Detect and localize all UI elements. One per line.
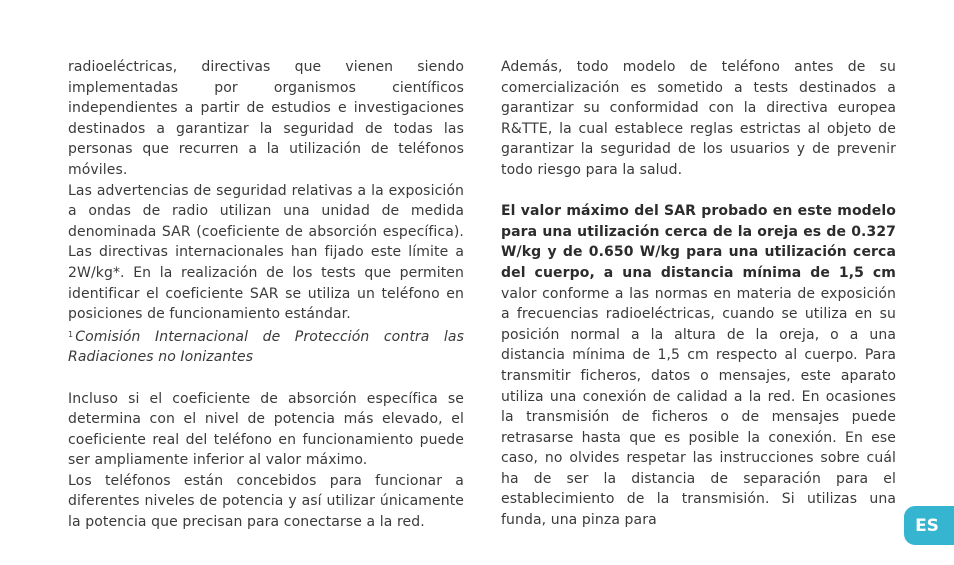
paragraph: Además, todo modelo de teléfono antes de su comercialización es sometido a tests destinados a garantizar su conformidad con la directiva europea R&TTE, la cual establece reglas estrictas al objeto de garantizar la seguridad de los usuarios y de prevenir todo riesgo para la salud. <box>501 59 896 178</box>
footnote <box>68 325 464 368</box>
left-column <box>68 57 464 533</box>
language-tab: ES <box>904 506 954 545</box>
paragraph-gap <box>501 181 896 202</box>
footnote-marker: 1 <box>68 329 74 339</box>
paragraph: radioeléctricas, directivas que vienen siendo implementadas por organismos científicos independientes a partir de estudios e investigaciones destinados a garantizar la seguridad de todas las personas que recurren a la utilización de teléfonos móviles. <box>68 59 464 178</box>
paragraph: Los teléfonos están concebidos para funcionar a diferentes niveles de potencia y así utilizar únicamente la potencia que precisan para conectarse a la red. <box>68 472 464 531</box>
paragraph: Incluso si el coeficiente de absorción específica se determina con el nivel de potencia más elevado, el coeficiente real del teléfono en funcionamiento puede ser ampliamente inferior al valor máximo. <box>68 390 464 469</box>
paragraph-gap <box>68 368 464 389</box>
paragraph-text: valor conforme a las normas en materia de exposición a frecuencias radioeléctricas, cuando se utiliza en su posición normal a la altura de la oreja, o a una distancia mínima de 1,5 cm respecto al cuerpo. Para transmitir ficheros, datos o mensajes, este aparato utiliza una conexión de calidad a la red. En ocasiones la transmisión de ficheros o de mensajes puede retrasarse hasta que es posible la conexión. En ese caso, no olvides respetar las instrucciones sobre cuál ha de ser la distancia de separación para el establecimiento de la transmisión. Si utilizas una funda, una pinza para <box>501 285 896 529</box>
footnote-text: Comisión Internacional de Protección contra las Radiaciones no Ionizantes <box>68 328 464 366</box>
sar-value-highlight: El valor máximo del SAR probado en este modelo para una utilización cerca de la oreja es de 0.327 W/kg y de 0.650 W/kg para una utilización cerca del cuerpo, a una distancia mínima de 1,5 cm <box>501 203 896 281</box>
paragraph: Las advertencias de seguridad relativas a la exposición a ondas de radio utilizan una unidad de medida denominada SAR (coeficiente de absorción específica). Las directivas internacionales han fijado este límite a 2W/kg*. En la realización de los tests que permiten identificar el coeficiente SAR se utiliza un teléfono en posiciones de funcionamiento estándar. <box>68 182 464 323</box>
right-column <box>501 57 896 531</box>
paragraph <box>501 201 896 531</box>
